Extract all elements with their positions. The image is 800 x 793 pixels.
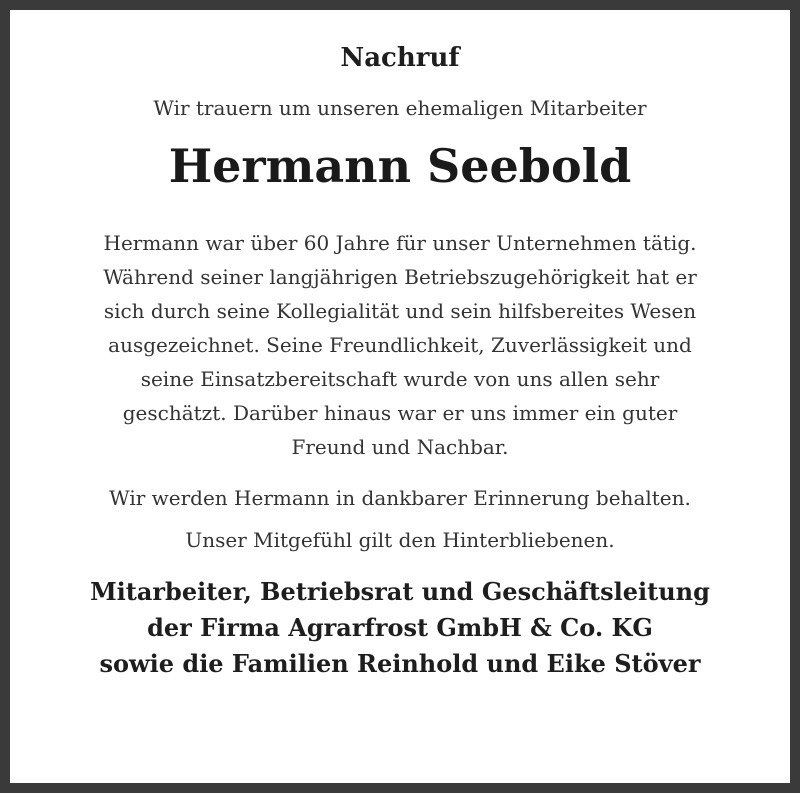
notice-intro: Wir trauern um unseren ehemaligen Mitarbeiter	[153, 96, 647, 120]
tribute-paragraph	[10, 226, 790, 464]
condolence-line: Unser Mitgefühl gilt den Hinterbliebenen.	[185, 528, 615, 552]
notice-heading: Nachruf	[340, 43, 460, 73]
obituary-card	[10, 10, 790, 783]
tribute-line: Freund und Nachbar.	[291, 435, 509, 459]
signoff-block	[10, 574, 790, 682]
tribute-line: seine Einsatzbereitschaft wurde von uns allen sehr	[140, 367, 660, 391]
tribute-line: Hermann war über 60 Jahre für unser Unternehmen tätig.	[103, 231, 697, 255]
tribute-line: ausgezeichnet. Seine Freundlichkeit, Zuverlässigkeit und	[108, 333, 692, 357]
signoff-line: sowie die Familien Reinhold und Eike Stöver	[99, 649, 701, 678]
signoff-line: Mitarbeiter, Betriebsrat und Geschäftsleitung	[90, 577, 710, 606]
tribute-line: sich durch seine Kollegialität und sein hilfsbereites Wesen	[103, 299, 697, 323]
tribute-line: geschätzt. Darüber hinaus war er uns immer ein guter	[122, 401, 678, 425]
deceased-name: Hermann Seebold	[168, 139, 632, 193]
signoff-line: der Firma Agrarfrost GmbH & Co. KG	[147, 613, 653, 642]
remembrance-line: Wir werden Hermann in dankbarer Erinnerung behalten.	[109, 486, 691, 510]
tribute-line: Während seiner langjährigen Betriebszugehörigkeit hat er	[103, 265, 697, 289]
